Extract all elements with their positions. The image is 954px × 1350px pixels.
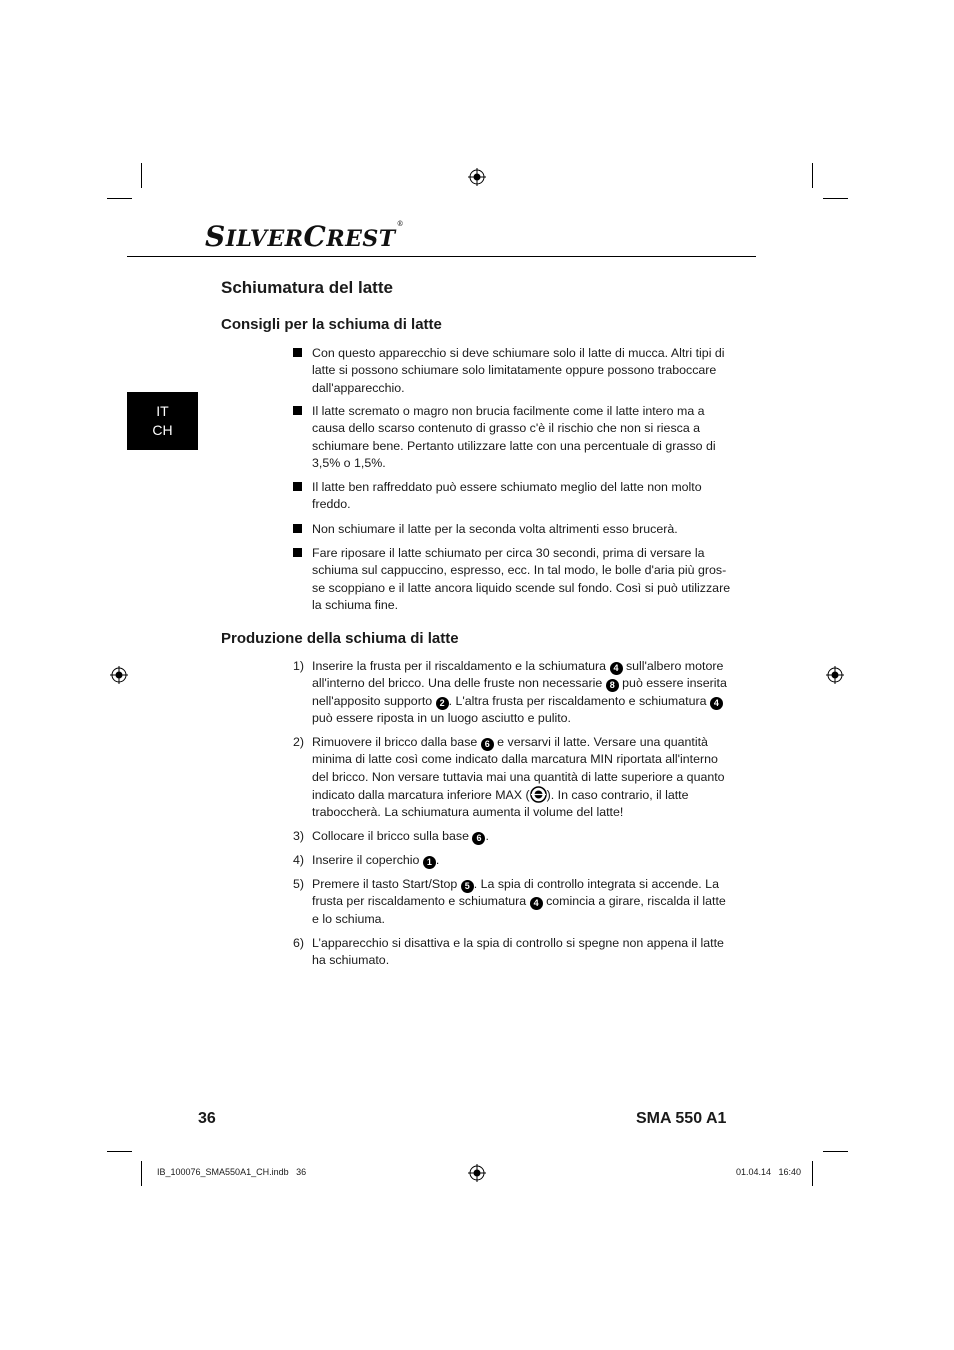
tip-line: Non schiumare il latte per la seconda volta altrimenti esso brucerà. <box>312 522 678 536</box>
tip-line: 3,5% o 1,5%. <box>312 455 386 470</box>
step-number: 5) <box>293 877 305 891</box>
bullet-square-icon <box>293 406 302 415</box>
crop-mark <box>823 198 848 199</box>
step-item <box>293 658 738 727</box>
tip-item <box>293 479 738 514</box>
crop-mark <box>141 163 142 188</box>
tip-line: causa dello scarso contenuto di grasso c'è il rischio che non si riesca a <box>312 421 701 436</box>
bullet-square-icon <box>293 524 302 533</box>
step-line: nell'apposito supporto 2 . L'altra frusta per riscaldamento e schiumatura 4 <box>312 693 738 710</box>
bullet-square-icon <box>293 482 302 491</box>
tip-line: se scoppiano e il latte ancora liquido scende sul fondo. Così si può utilizzare <box>312 580 731 595</box>
header-rule <box>127 256 756 257</box>
part-number-badge: 8 <box>606 679 619 692</box>
step-line: L’apparecchio si disattiva e la spia di controllo si spegne non appena il latte <box>312 936 724 950</box>
step-item <box>293 828 738 845</box>
production-heading: Produzione della schiuma di latte <box>221 630 459 647</box>
language-code-it: IT <box>156 403 169 419</box>
section-title: Schiumatura del latte <box>221 278 393 297</box>
registration-mark-icon <box>826 666 844 684</box>
registration-mark-icon <box>110 666 128 684</box>
step-line: traboccherà. La schiumatura aumenta il volume del latte! <box>312 805 624 820</box>
tip-line: Fare riposare il latte schiumato per circa 30 secondi, prima di versare la <box>312 546 705 560</box>
tips-heading: Consigli per la schiuma di latte <box>221 316 442 333</box>
part-number-badge: 4 <box>610 662 623 675</box>
bullet-square-icon <box>293 348 302 357</box>
bullet-square-icon <box>293 548 302 557</box>
tip-line: schiuma sul cappuccino, espresso, ecc. In tal modo, le bolle d'aria più gros- <box>312 563 727 578</box>
part-number-badge: 4 <box>530 897 543 910</box>
step-line: Premere il tasto Start/Stop 5 . La spia di controllo integrata si accende. La <box>312 877 719 891</box>
part-number-badge: 6 <box>481 738 494 751</box>
step-line: del bricco. Non versare tuttavia mai una quantità di latte superiore a quanto <box>312 769 725 784</box>
page-number: 36 <box>198 1110 216 1127</box>
tip-line: schiumare bene. Pertanto utilizzare latte con una percentuale di grasso di <box>312 438 716 453</box>
step-line: Rimuovere il bricco dalla base 6 e versarvi il latte. Versare una quantità <box>312 735 708 749</box>
crop-mark <box>107 1151 132 1152</box>
tip-line: latte si possono schiumare solo limitatamente oppure possono traboccare <box>312 363 717 378</box>
language-tab <box>127 392 198 450</box>
tip-line: la schiuma fine. <box>312 597 399 612</box>
crop-mark <box>141 1161 142 1186</box>
tip-line: freddo. <box>312 497 351 512</box>
tip-line: Il latte ben raffreddato può essere schiumato meglio del latte non molto <box>312 480 702 494</box>
print-slug-file: IB_100076_SMA550A1_CH.indb 36 <box>157 1167 307 1177</box>
tip-line: dall'apparecchio. <box>312 380 405 395</box>
step-line: può essere riposta in un luogo asciutto e pulito. <box>312 710 571 725</box>
tip-item <box>293 545 738 614</box>
step-item <box>293 852 738 869</box>
step-line: frusta per riscaldamento e schiumatura 4 comincia a girare, riscalda il latte <box>312 894 726 909</box>
registration-mark-icon <box>468 168 486 186</box>
step-line: minima di latte così come indicato dalla marcatura MIN riportata all'interno <box>312 752 718 767</box>
tip-line: Con questo apparecchio si deve schiumare solo il latte di mucca. Altri tipi di <box>312 346 725 360</box>
step-line: all'interno del bricco. Una delle fruste non necessarie 8 può essere inserita <box>312 676 727 691</box>
crop-mark <box>107 198 132 199</box>
brand-logo: SILVERCREST® <box>205 220 405 253</box>
step-item <box>293 734 738 821</box>
step-number: 3) <box>293 829 305 843</box>
crop-mark <box>812 1161 813 1186</box>
step-line: Inserire il coperchio 1 . <box>312 853 440 867</box>
tip-item <box>293 345 738 397</box>
step-number: 2) <box>293 735 305 749</box>
crop-mark <box>823 1151 848 1152</box>
step-line: Inserire la frusta per il riscaldamento e la schiumatura 4 sull'albero motore <box>312 659 724 673</box>
tip-line: Il latte scremato o magro non brucia facilmente come il latte intero ma a <box>312 404 705 418</box>
step-line: indicato dalla marcatura inferiore MAX ( ). In caso contrario, il latte <box>312 787 689 802</box>
step-line: ha schiumato. <box>312 953 390 968</box>
crop-mark <box>812 163 813 188</box>
step-number: 6) <box>293 936 305 950</box>
step-item <box>293 935 738 970</box>
part-number-badge: 1 <box>423 856 436 869</box>
step-number: 1) <box>293 659 305 673</box>
part-number-badge: 4 <box>710 697 723 710</box>
model-number: SMA 550 A1 <box>636 1110 727 1127</box>
tip-item <box>293 521 738 538</box>
part-number-badge: 6 <box>472 832 485 845</box>
part-number-badge: 5 <box>461 880 474 893</box>
print-slug-date: 01.04.14 16:40 <box>736 1167 802 1177</box>
step-line: e lo schiuma. <box>312 911 386 926</box>
step-item <box>293 876 738 928</box>
part-number-badge: 2 <box>436 697 449 710</box>
step-line: Collocare il bricco sulla base 6 . <box>312 829 489 843</box>
step-number: 4) <box>293 853 305 867</box>
registration-mark-icon <box>468 1164 486 1182</box>
tip-item <box>293 403 738 472</box>
max-marking-icon <box>530 786 547 803</box>
language-code-ch: CH <box>152 422 173 438</box>
